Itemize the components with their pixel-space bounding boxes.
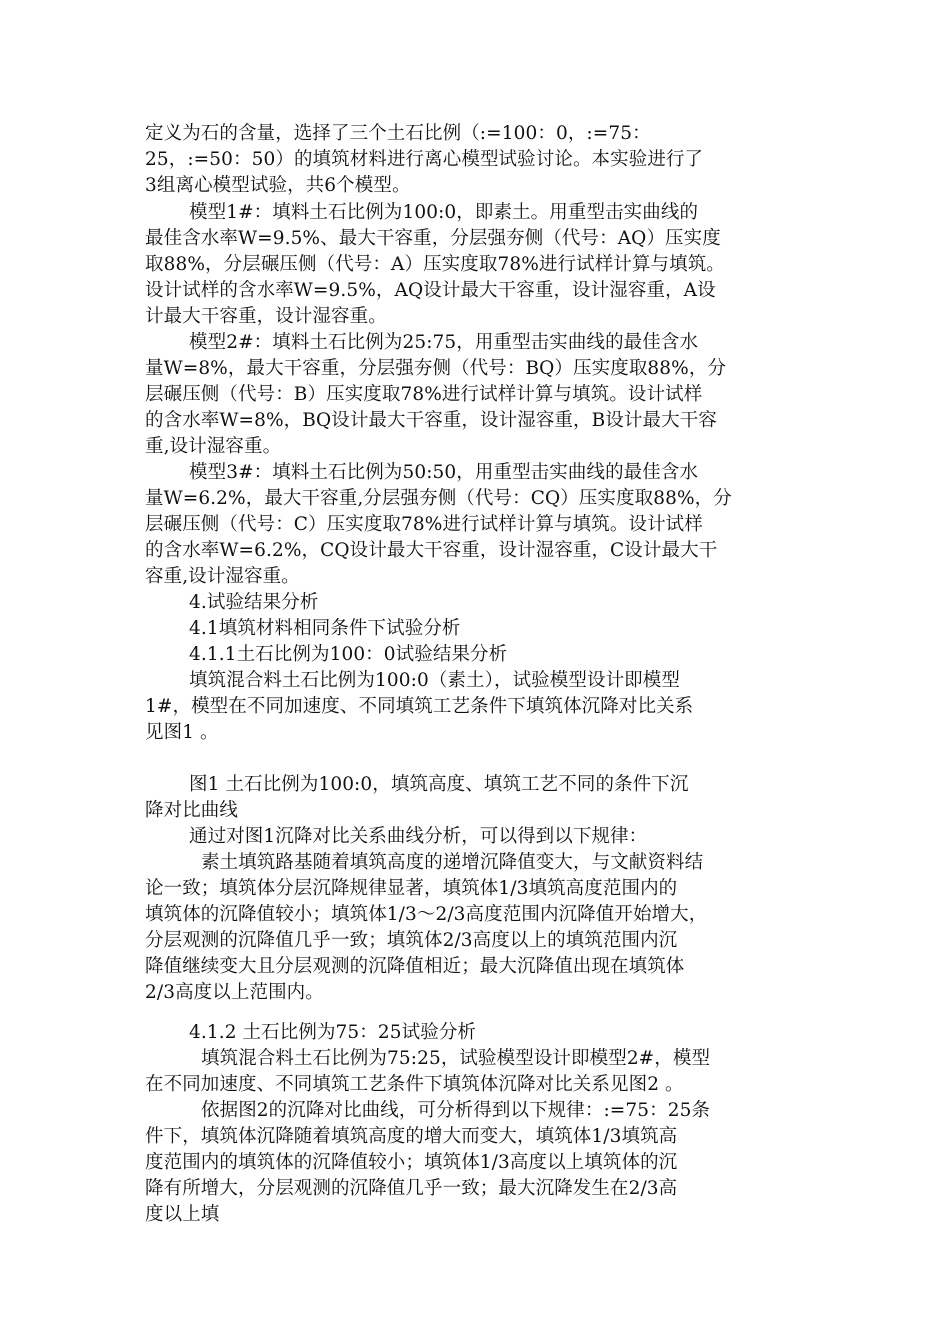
- figure-caption: 降对比曲线: [145, 800, 239, 821]
- paragraph-line: 通过对图1沉降对比关系曲线分析，可以得到以下规律：: [189, 826, 648, 847]
- paragraph-line: 25，:=50：50）的填筑材料进行离心模型试验讨论。本实验进行了: [145, 149, 704, 170]
- paragraph-line: 填筑体的沉降值较小；填筑体1/3～2/3高度范围内沉降值开始增大，: [145, 904, 708, 925]
- paragraph-line: 重,设计湿容重。: [145, 436, 282, 457]
- paragraph-line: 模型1#：填料土石比例为100:0，即素土。用重型击实曲线的: [189, 202, 699, 223]
- paragraph-line: 容重,设计湿容重。: [145, 566, 300, 587]
- paragraph-line: 填筑混合料土石比例为75:25，试验模型设计即模型2#，模型: [201, 1048, 711, 1069]
- paragraph-line: 量W=8%，最大干容重，分层强夯侧（代号：BQ）压实度取88%，分: [145, 358, 727, 379]
- paragraph-line: 度以上填: [145, 1204, 220, 1225]
- paragraph-line: 1#，模型在不同加速度、不同填筑工艺条件下填筑体沉降对比关系: [145, 696, 694, 717]
- paragraph-line: 模型3#：填料土石比例为50:50，用重型击实曲线的最佳含水: [189, 462, 699, 483]
- section-heading: 4.1填筑材料相同条件下试验分析: [189, 618, 461, 639]
- paragraph-line: 3组离心模型试验，共6个模型。: [145, 175, 411, 196]
- paragraph-line: 见图1 。: [145, 722, 219, 743]
- paragraph-line: 设计试样的含水率W=9.5%，AQ设计最大干容重，设计湿容重，A设: [145, 280, 716, 301]
- paragraph-line: 模型2#：填料土石比例为25:75，用重型击实曲线的最佳含水: [189, 332, 699, 353]
- paragraph-line: 层碾压侧（代号：B）压实度取78%进行试样计算与填筑。设计试样: [145, 384, 703, 405]
- figure-caption: 图1 土石比例为100:0，填筑高度、填筑工艺不同的条件下沉: [189, 774, 689, 795]
- paragraph-line: 的含水率W=8%，BQ设计最大干容重，设计湿容重，B设计最大干容: [145, 410, 717, 431]
- paragraph-line: 降有所增大，分层观测的沉降值几乎一致；最大沉降发生在2/3高: [145, 1178, 678, 1199]
- paragraph-line: 依据图2的沉降对比曲线，可分析得到以下规律：:=75：25条: [201, 1100, 711, 1121]
- paragraph-line: 定义为石的含量，选择了三个土石比例（:=100：0，:=75：: [145, 123, 651, 144]
- section-heading: 4.试验结果分析: [189, 592, 319, 613]
- paragraph-line: 最佳含水率W=9.5%、最大干容重，分层强夯侧（代号：AQ）压实度: [145, 228, 721, 249]
- section-heading: 4.1.2 土石比例为75：25试验分析: [189, 1022, 477, 1043]
- paragraph-line: 取88%，分层碾压侧（代号：A）压实度取78%进行试样计算与填筑。: [145, 254, 725, 275]
- paragraph-line: 层碾压侧（代号：C）压实度取78%进行试样计算与填筑。设计试样: [145, 514, 703, 535]
- paragraph-line: 2/3高度以上范围内。: [145, 982, 324, 1003]
- paragraph-line: 分层观测的沉降值几乎一致；填筑体2/3高度以上的填筑范围内沉: [145, 930, 678, 951]
- paragraph-line: 填筑混合料土石比例为100:0（素土），试验模型设计即模型: [189, 670, 680, 691]
- paragraph-line: 的含水率W=6.2%，CQ设计最大干容重，设计湿容重，C设计最大干: [145, 540, 718, 561]
- paragraph-line: 降值继续变大且分层观测的沉降值相近；最大沉降值出现在填筑体: [145, 956, 685, 977]
- paragraph-line: 计最大干容重，设计湿容重。: [145, 306, 387, 327]
- paragraph-line: 量W=6.2%，最大干容重,分层强夯侧（代号：CQ）压实度取88%，分: [145, 488, 732, 509]
- paragraph-line: 件下，填筑体沉降随着填筑高度的增大而变大，填筑体1/3填筑高: [145, 1126, 678, 1147]
- paragraph-line: 在不同加速度、不同填筑工艺条件下填筑体沉降对比关系见图2 。: [145, 1074, 684, 1095]
- paragraph-line: 度范围内的填筑体的沉降值较小；填筑体1/3高度以上填筑体的沉: [145, 1152, 678, 1173]
- paragraph-line: 论一致；填筑体分层沉降规律显著，填筑体1/3填筑高度范围内的: [145, 878, 678, 899]
- section-heading: 4.1.1土石比例为100：0试验结果分析: [189, 644, 508, 665]
- paragraph-line: 素土填筑路基随着填筑高度的递增沉降值变大，与文献资料结: [201, 852, 704, 873]
